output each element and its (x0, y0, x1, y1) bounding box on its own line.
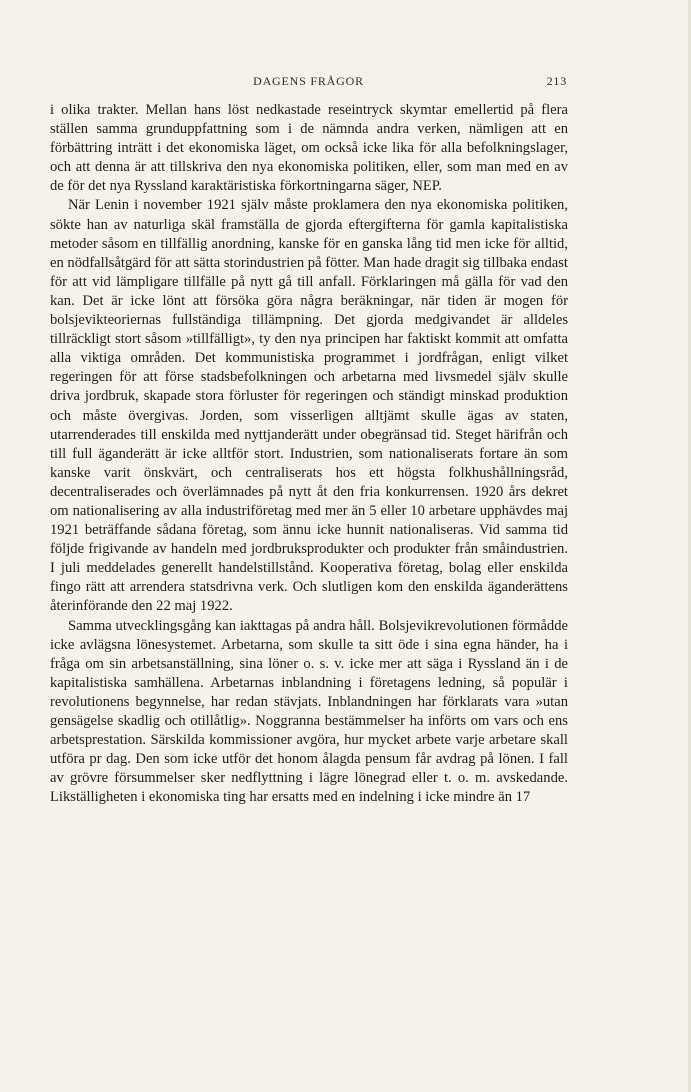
paragraph-1: i olika trakter. Mellan hans löst nedkastade reseintryck skymtar emellertid på flera ställen samma grunduppfattning som i de nämnda andra verken, nämligen att en förbättring inträtt i det ekonomiska läget, om också icke lika för alla befolkningslager, och att denna är att tillskriva den nya ekonomiska politiken, eller, som man med en av de för det nya Ryssland karaktäristiska förkortningarna säger, NEP. (50, 102, 568, 195)
paragraph-2: När Lenin i november 1921 själv måste proklamera den nya ekonomiska politiken, sökte han av naturliga skäl framställa de gjorda eftergifterna för gamla kapitalistiska metoder såsom en tillfällig anordning, kanske för en ganska lång tid men icke för alltid, en nödfallsåtgärd för att sätta storindustrien på fötter. Man hade dragit sig tillbaka endast för att vid lämpligare tillfälle på nytt gå till anfall. Förklaringen må gälla för vad den kan. Det är icke lönt att försöka göra några beräkningar, när tiden är mogen för bolsjevikteoriernas fullständiga tillämpning. Det gjorda medgivandet är alldeles tillräckligt stort såsom »tillfälligt», ty den nya principen har faktiskt kommit att omfatta alla viktiga områden. Det kommunistiska programmet i jordfrågan, enligt vilket regeringen för att förse stadsbefolkningen och arbetarna med livsmedel själv skulle driva jordbruk, skapade stora förluster för regeringen och ständigt minskad produktion och måste övergivas. Jorden, som visserligen alltjämt skulle ägas av staten, utarrenderades till enskilda med nyttjanderätt under obegränsad tid. Steget härifrån och till full äganderätt är icke alltför stort. Industrien, som nationaliserats fortare än som kanske varit önskvärt, och centraliserats hos ett högsta folkhushållningsråd, decentraliserades och överlämnades på nytt åt den fria konkurrensen. 1920 års dekret om nationalisering av alla industriföretag med mer än 5 eller 10 arbetare upphävdes maj 1921 beträffande sådana företag, som ännu icke hunnit nationaliseras. Vid samma tid följde frigivande av handeln med jordbruksprodukter och produkter från småindustrien. I juli meddelades generellt handelstillstånd. Kooperativa företag, bolag eller enskilda fingo rätt att arrendera statsdrivna verk. Och slutligen kom den enskilda äganderättens återinförande den 22 maj 1922. (50, 197, 568, 615)
body-text (50, 101, 568, 807)
paragraph-3: Samma utvecklingsgång kan iakttagas på andra håll. Bolsjevikrevolutionen förmådde icke avlägsna lönesystemet. Arbetarna, som skulle ta sitt öde i sina egna händer, ha i fråga om sin arbetsanställning, sina löner o. s. v. icke mer att säga i Ryssland än i de kapitalistiska samhällena. Arbetarnas inblandning i företagens ledning, så populär i revolutionens begynnelse, har redan stävjats. Inblandningen har förklarats vara »utan gensägelse skadlig och otillåtlig». Noggranna bestämmelser ha införts om vars och ens arbetsprestation. Särskilda kommissioner avgöra, hur mycket arbete varje arbetare skall utföra pr dag. Den som icke utför det honom ålagda pensum får avdrag på lönen. I fall av grövre försummelser sker nedflyttning i lägre lönegrad eller t. o. m. avskedande. Likställigheten i ekonomiska ting har ersatts med en indelning i icke mindre än 17 (50, 617, 568, 806)
running-head (50, 74, 567, 92)
page-number: 213 (546, 74, 567, 88)
running-title: DAGENS FRÅGOR (253, 74, 364, 88)
